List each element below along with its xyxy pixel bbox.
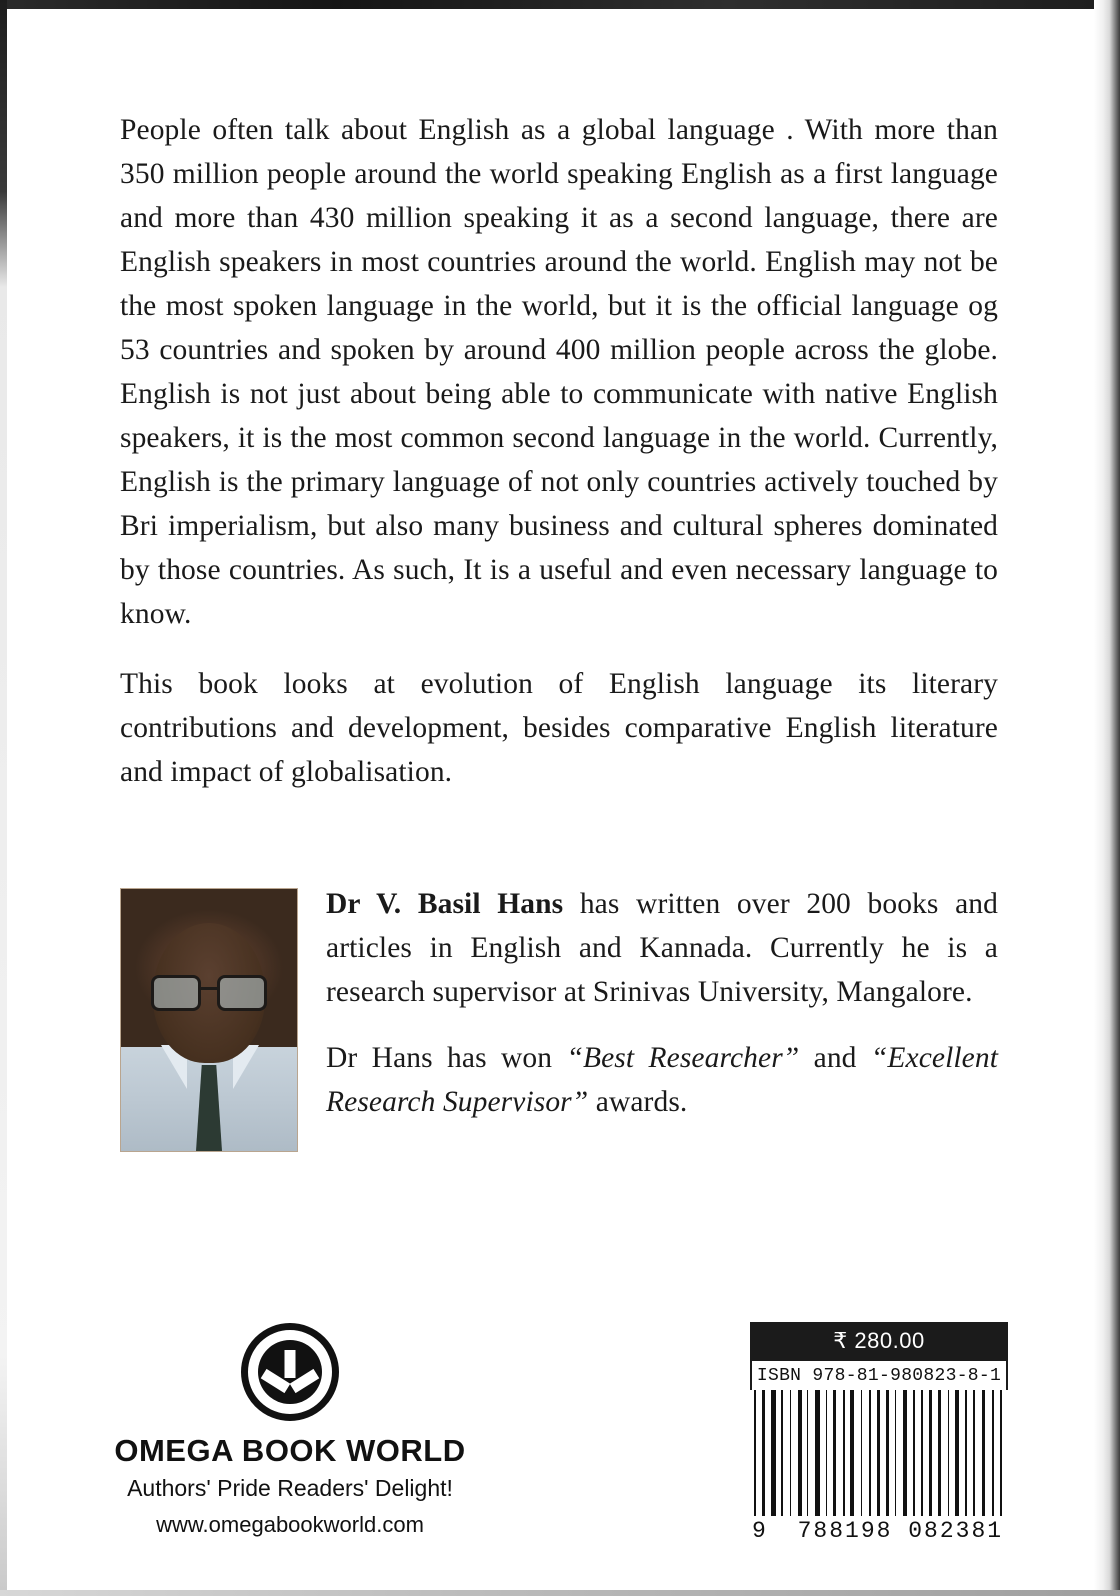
publisher-website[interactable]: www.omegabookworld.com	[156, 1512, 424, 1537]
publisher-tagline: Authors' Pride Readers' Delight!	[127, 1475, 453, 1501]
blurb-section	[120, 108, 998, 794]
barcode-digit-group: 788198 082381	[797, 1518, 1004, 1544]
photo-eyeglass-left	[151, 975, 201, 1011]
awards-mid: and	[799, 1042, 871, 1074]
isbn-label: ISBN 978-81-980823-8-1	[750, 1361, 1008, 1390]
publisher-name: OMEGA BOOK WORLD	[114, 1433, 466, 1468]
scan-edge-left	[0, 0, 7, 1596]
scan-edge-bottom	[0, 1590, 1120, 1596]
award-one: “Best Researcher”	[566, 1042, 800, 1074]
blurb-paragraph-1: People often talk about English as a global language . With more than 350 million people around the world speaking English as a first language and more than 430 million speaking it as a second language, there are English speakers in most countries around the world. English may not be the most spoken language in the world, but it is the official language og 53 countries and spoken by around 400 million people across the globe. English is not just about being able to communicate with native English speakers, it is the most common second language in the world. Currently, English is the primary language of not only countries actively touched by Bri imperialism, but also many business and cultural spheres dominated by those countries. As such, It is a useful and even necessary language to know.	[120, 114, 998, 630]
barcode-bars	[750, 1390, 1008, 1516]
logo-cut-top	[285, 1350, 296, 1378]
scan-edge-right	[1094, 0, 1120, 1596]
barcode-digit-left: 9	[752, 1518, 768, 1544]
publisher-block	[110, 1323, 470, 1538]
barcode-digits	[750, 1516, 1008, 1544]
logo-inner-disc	[258, 1340, 322, 1404]
scan-edge-top	[0, 0, 1120, 9]
photo-eyeglass-right	[217, 975, 267, 1011]
awards-suffix: awards.	[588, 1086, 688, 1118]
photo-eyeglass-bridge	[200, 987, 218, 990]
barcode-block	[750, 1322, 1008, 1544]
price-label: ₹ 280.00	[750, 1322, 1008, 1361]
author-name: Dr V. Basil Hans	[326, 888, 564, 920]
author-section	[120, 882, 998, 1158]
award-two: “Excellent Research Supervisor”	[326, 1042, 999, 1118]
author-bio-rest: has written over 200 books and articles in English and Kannada. Currently he is a research supervisor at Srinivas University, Mangalore.	[326, 888, 998, 1008]
awards-prefix: Dr Hans has won	[326, 1042, 567, 1074]
omega-trefoil-logo-icon	[241, 1323, 339, 1421]
author-photo	[120, 888, 298, 1152]
blurb-paragraph-2: This book looks at evolution of English language its literary contributions and development, besides comparative English literature and impact of globalisation.	[120, 668, 998, 788]
